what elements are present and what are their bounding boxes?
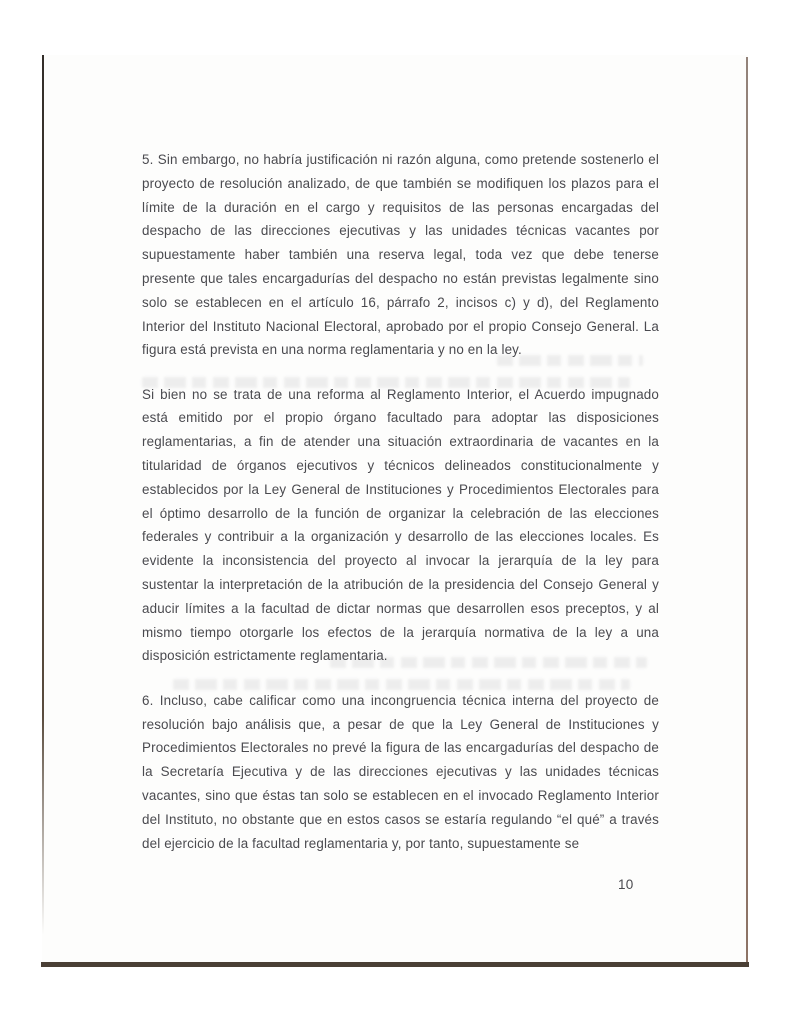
paragraph-5: 5. Sin embargo, no habría justificación ni razón alguna, como pretende sostenerlo el proyecto de resolución analizado, de que también se modifiquen los plazos para el límite de la duración en el cargo y requisitos de las personas encargadas del despacho de las direcciones ejecutivas y las unidades técnicas vacantes por supuestamente haber también una reserva legal, toda vez que debe tenerse presente que tales encargadurías del despacho no están previstas legalmente sino solo se establecen en el artículo 16, párrafo 2, incisos c) y d), del Reglamento Interior del Instituto Nacional Electoral, aprobado por el propio Consejo General. La figura está prevista en una norma reglamentaria y no en la ley. xyxy=(142,152,659,358)
page-bottom-edge xyxy=(41,962,749,967)
body-text xyxy=(142,148,659,876)
page-right-edge xyxy=(746,57,748,967)
document-page xyxy=(42,55,748,967)
page-number: 10 xyxy=(618,877,634,892)
paragraph-6: 6. Incluso, cabe calificar como una incongruencia técnica interna del proyecto de resolución bajo análisis que, a pesar de que la Ley General de Instituciones y Procedimientos Electorales no prevé la figura de las encargadurías del despacho de la Secretaría Ejecutiva y de las direcciones ejecutivas y las unidades técnicas vacantes, sino que éstas tan solo se establecen en el invocado Reglamento Interior del Instituto, no obstante que en estos casos se estaría regulando “el qué” a través del ejercicio de la facultad reglamentaria y, por tanto, supuestamente se xyxy=(142,692,659,851)
page-left-edge xyxy=(42,55,44,935)
paragraph-unnumbered: Si bien no se trata de una reforma al Reglamento Interior, el Acuerdo impugnado está emitido por el propio órgano facultado para adoptar las disposiciones reglamentarias, a fin de atender una situación extraordinaria de vacantes en la titularidad de órganos ejecutivos y técnicos delineados constitucionalmente y establecidos por la Ley General de Instituciones y Procedimientos Electorales para el óptimo desarrollo de la función de organizar la celebración de las elecciones federales y contribuir a la organización y desarrollo de las elecciones locales. Es evidente la inconsistencia del proyecto al invocar la jerarquía de la ley para sustentar la interpretación de la atribución de la presidencia del Consejo General y aducir límites a la facultad de dictar normas que desarrollen esos preceptos, y al mismo tiempo otorgarle los efectos de la jerarquía normativa de la ley a una disposición estrictamente reglamentaria. xyxy=(142,386,659,664)
